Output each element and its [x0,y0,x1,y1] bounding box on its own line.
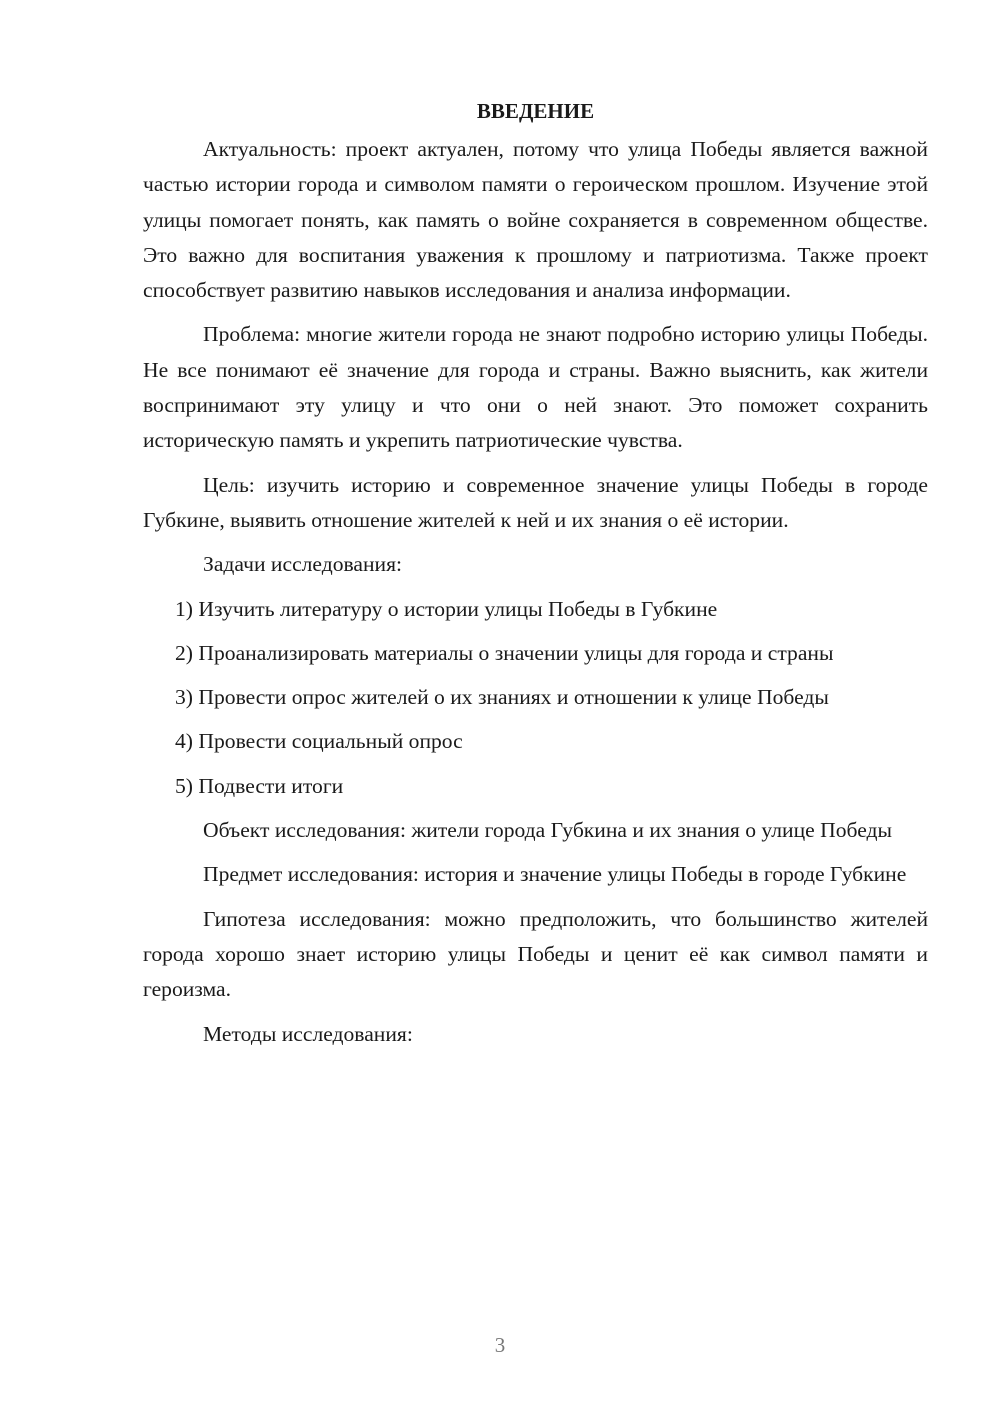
section-heading: ВВЕДЕНИЕ [476,99,595,123]
task-item: 5) Подвести итоги [175,773,344,798]
paragraph-hypothesis: Гипотеза исследования: можно предположить, что большинство жителей города хорошо знает историю улицы Победы и ценит её как символ памяти и героизма. [143,906,928,1002]
task-item: 4) Провести социальный опрос [175,729,463,754]
paragraph-tasks-heading: Задачи исследования: [203,552,403,577]
page-number: 3 [494,1333,506,1357]
paragraph-goal: Цель: изучить историю и современное значение улицы Победы в городе Губкине, выявить отношение жителей к ней и их знания о её истории. [143,472,928,532]
paragraph-relevance: Актуальность: проект актуален, потому что улица Победы является важной частью истории города и символом памяти о героическом прошлом. Изучение этой улицы помогает понять, как память о войне сохраняется в современном обществе. Это важно для воспитания уважения к прошлому и патриотизма. Также проект способствует развитию навыков исследования и анализа информации. [143,137,928,303]
task-item: 1) Изучить литературу о истории улицы Победы в Губкине [175,596,718,621]
task-item: 3) Провести опрос жителей о их знаниях и отношении к улице Победы [175,685,829,710]
task-item: 2) Проанализировать материалы о значении улицы для города и страны [175,640,834,665]
document-page [143,96,928,1061]
paragraph-methods: Методы исследования: [203,1021,413,1046]
paragraph-problem: Проблема: многие жители города не знают подробно историю улицы Победы. Не все понимают её значение для города и страны. Важно выяснить, как жители воспринимают эту улицу и что они о ней знают. Это поможет сохранить историческую память и укрепить патриотические чувства. [143,322,928,453]
paragraph-object: Объект исследования: жители города Губкина и их знания о улице Победы [203,818,893,843]
paragraph-subject: Предмет исследования: история и значение улицы Победы в городе Губкине [203,862,907,887]
